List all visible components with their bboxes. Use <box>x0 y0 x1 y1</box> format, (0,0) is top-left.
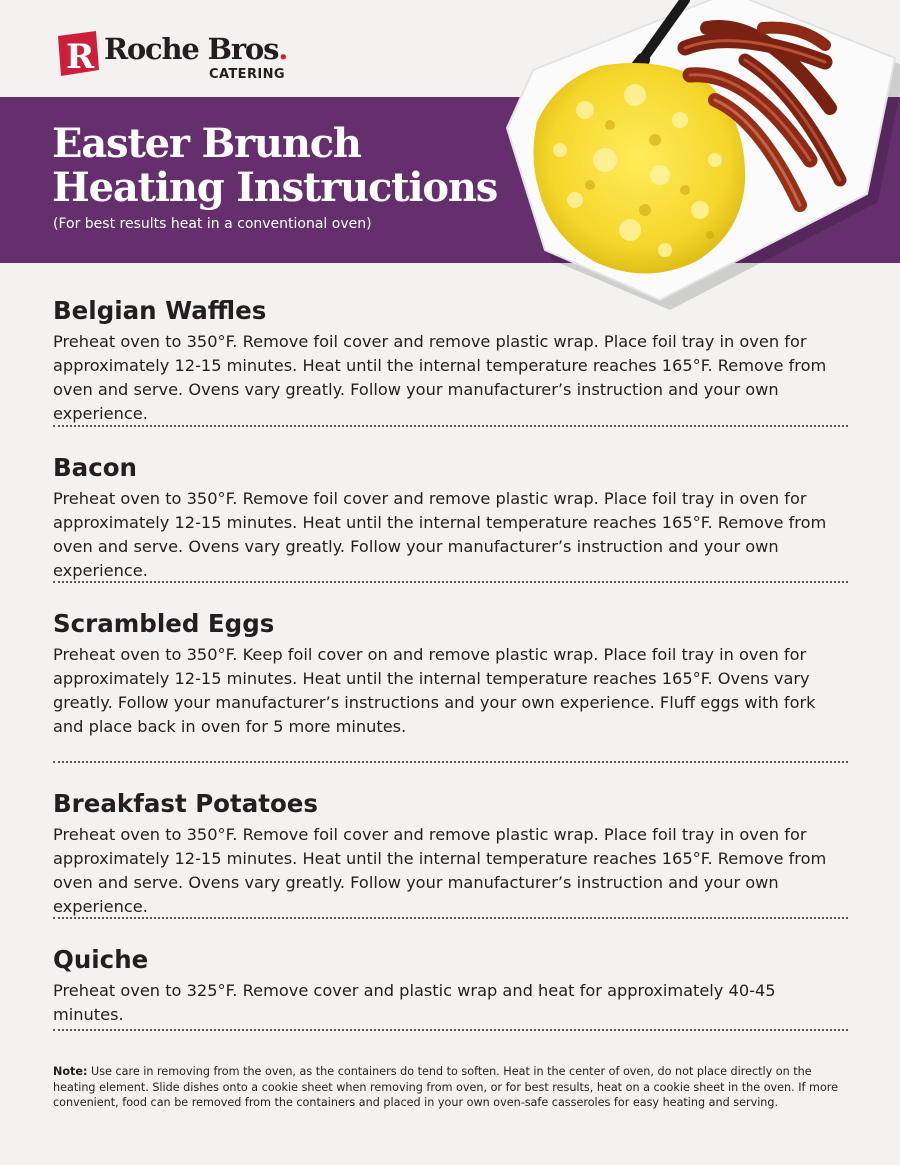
title-line-2: Heating Instructions <box>52 164 498 211</box>
section-body: Preheat oven to 350°F. Remove foil cover and remove plastic wrap. Place foil tray in oven for approximately 12-15 minutes. Heat until the internal temperature reaches 165°F. Remove from oven and serve. Ovens vary greatly. Follow your manufacturer’s instruction and your own experience. <box>53 489 827 580</box>
page-title <box>52 122 497 210</box>
section-bacon <box>53 427 848 583</box>
note-label: Note: <box>53 1065 88 1078</box>
title-line-1: Easter Brunch <box>52 120 361 167</box>
brand-name: Roche Bros. <box>104 32 288 66</box>
section-title: Breakfast Potatoes <box>53 789 318 818</box>
page-subtitle: (For best results heat in a conventional oven) <box>53 216 372 232</box>
section-quiche <box>53 919 848 1031</box>
section-title: Belgian Waffles <box>53 296 267 325</box>
eggs-bacon-plate-image <box>495 0 900 312</box>
section-body: Preheat oven to 325°F. Remove cover and plastic wrap and heat for approximately 40-45 minutes. <box>53 981 776 1024</box>
brand-subtitle: CATERING <box>209 67 285 82</box>
svg-text:R: R <box>66 37 95 77</box>
section-title: Scrambled Eggs <box>53 609 275 638</box>
instructions-list <box>53 295 848 1031</box>
section-scrambled-eggs <box>53 583 848 763</box>
section-title: Bacon <box>53 453 138 482</box>
section-body: Preheat oven to 350°F. Remove foil cover and remove plastic wrap. Place foil tray in oven for approximately 12-15 minutes. Heat until the internal temperature reaches 165°F. Remove from oven and serve. Ovens vary greatly. Follow your manufacturer’s instruction and your own experience. <box>53 332 827 423</box>
roche-bros-logo-icon <box>52 30 102 78</box>
brand-logo <box>52 30 312 84</box>
section-body: Preheat oven to 350°F. Keep foil cover on and remove plastic wrap. Place foil tray in oven for approximately 12-15 minutes. Heat until the internal temperature reaches 165°F. Ovens vary greatly. Follow your manufacturer’s instructions and your own experience. Fluff eggs with fork and place back in oven for 5 more minutes. <box>53 645 816 736</box>
note-text: Use care in removing from the oven, as the containers do tend to soften. Heat in the center of oven, do not place directly on the heating element. Slide dishes onto a cookie sheet when removing from oven, or for best results, heat on a cookie sheet in the oven. If more convenient, food can be removed from the containers and placed in your own oven-safe casseroles for easy heating and serving. <box>53 1065 839 1109</box>
section-belgian-waffles <box>53 295 848 427</box>
section-title: Quiche <box>53 945 149 974</box>
section-body: Preheat oven to 350°F. Remove foil cover and remove plastic wrap. Place foil tray in oven for approximately 12-15 minutes. Heat until the internal temperature reaches 165°F. Remove from oven and serve. Ovens vary greatly. Follow your manufacturer’s instruction and your own experience. <box>53 825 827 916</box>
footnote <box>53 1064 843 1111</box>
section-breakfast-potatoes <box>53 763 848 919</box>
